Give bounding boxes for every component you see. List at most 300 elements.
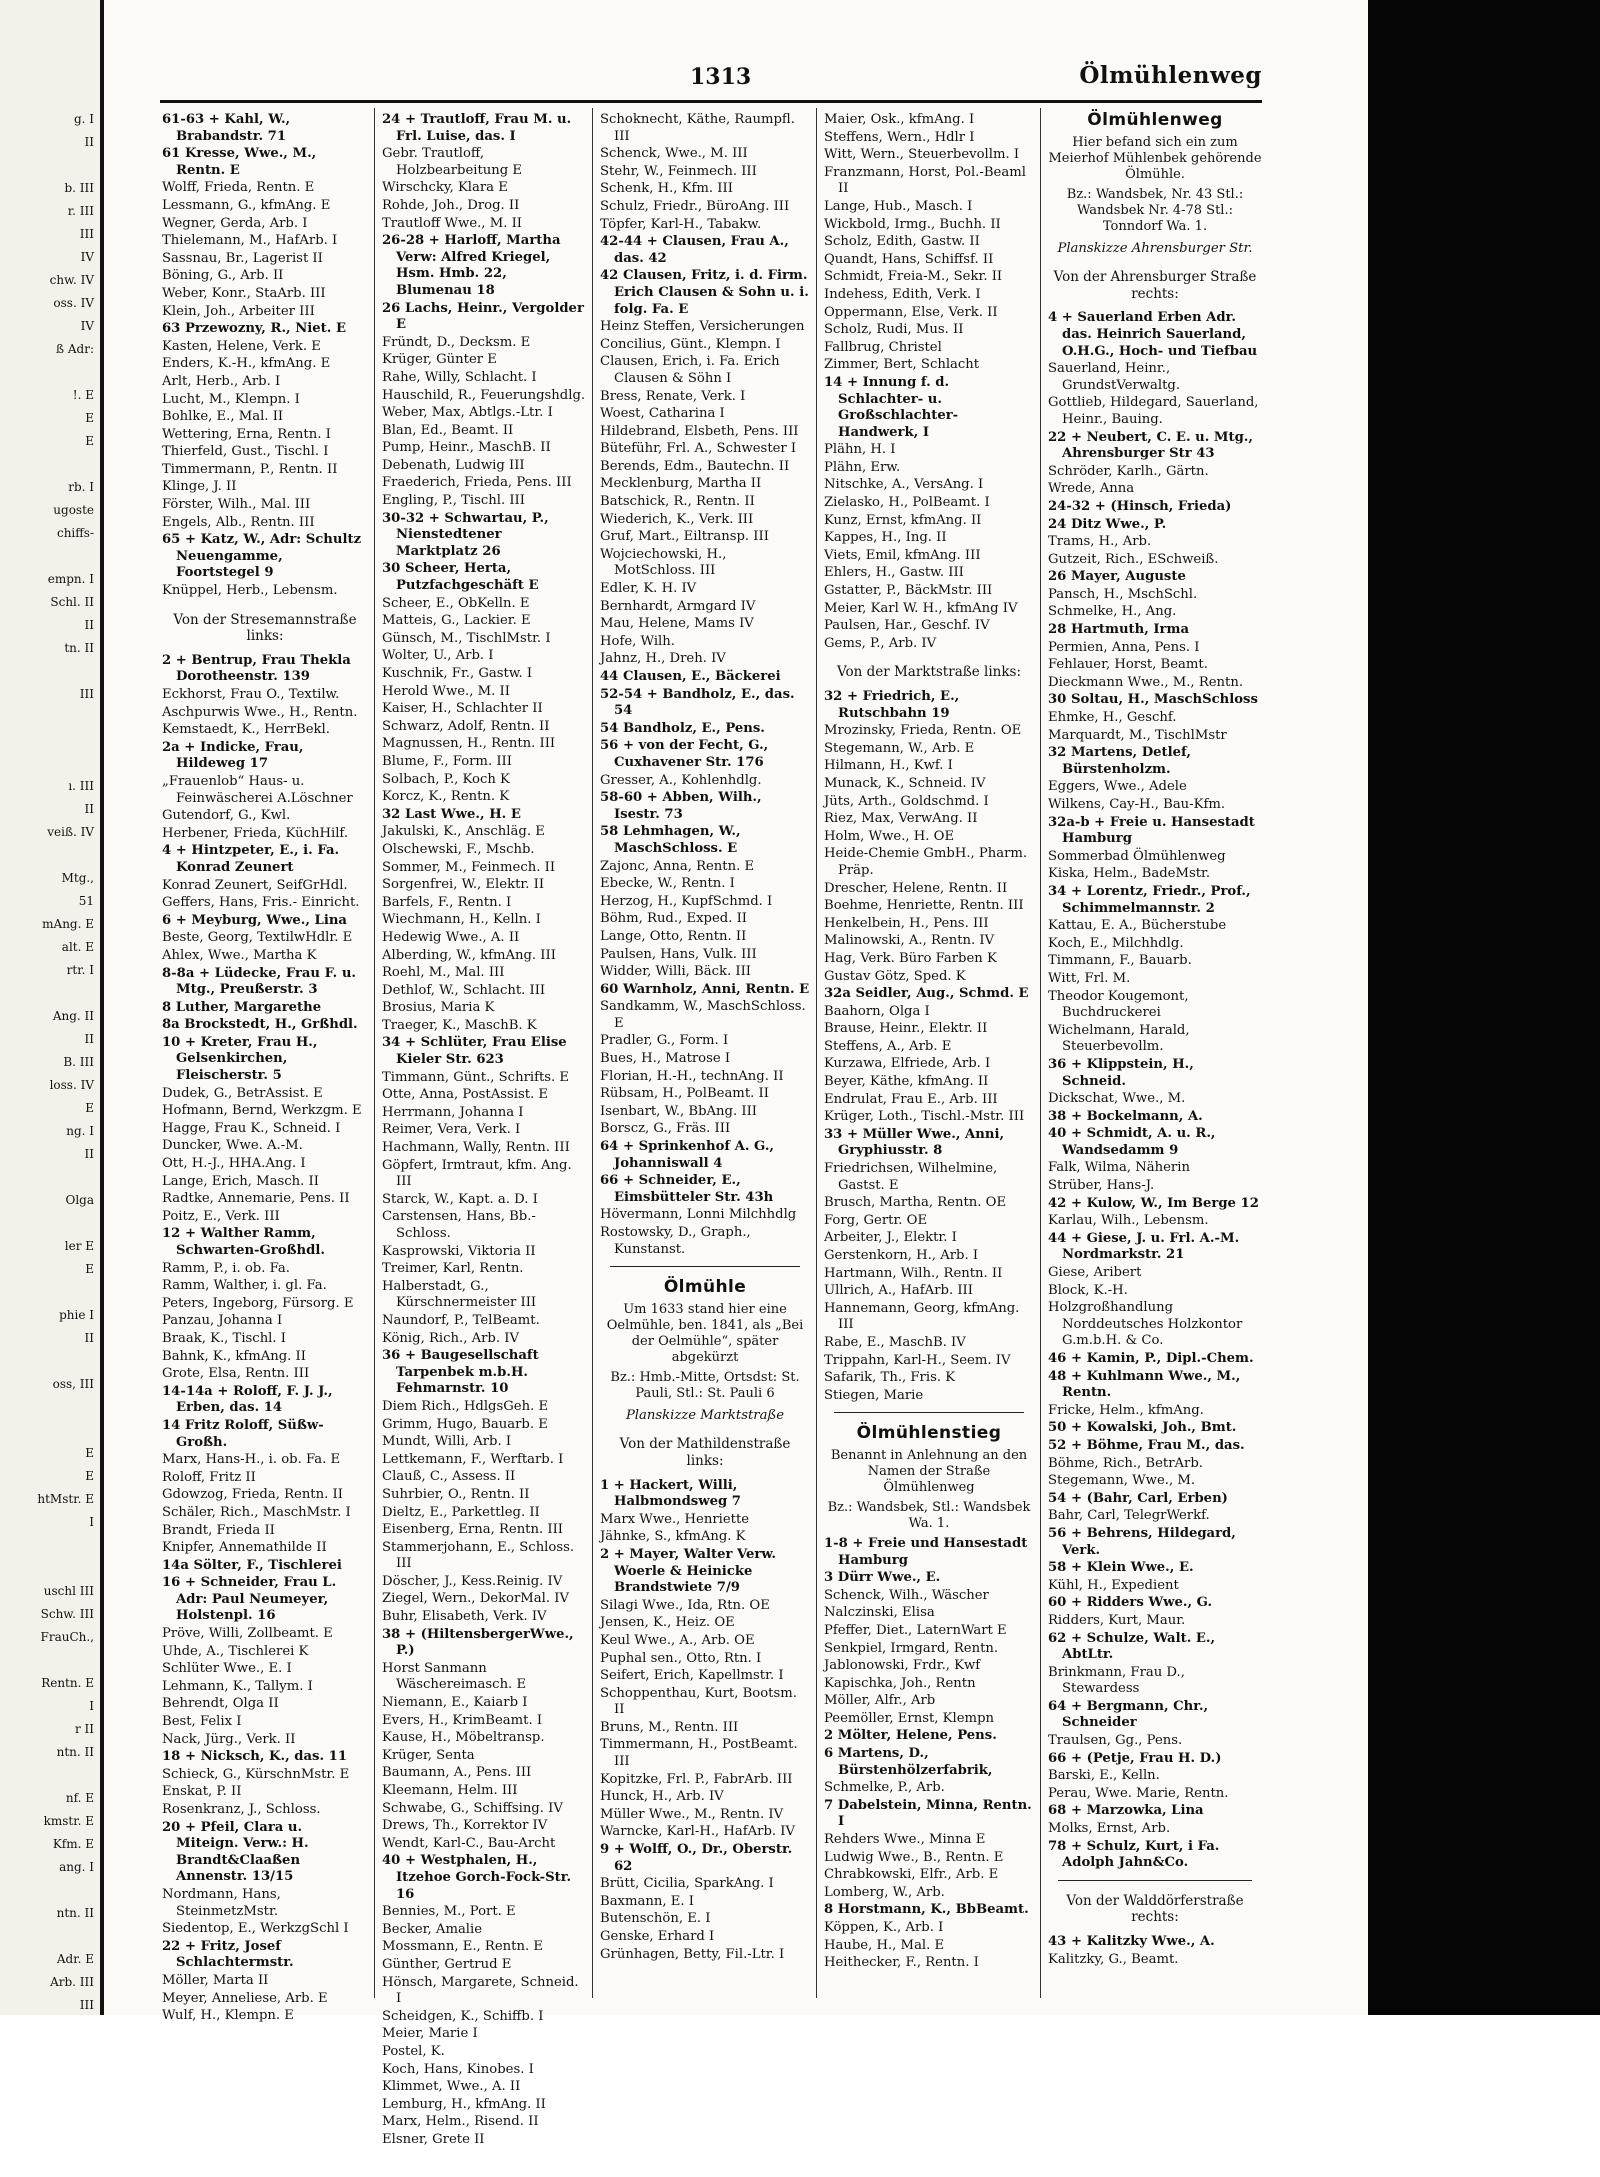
address-entry: Olschewski, F., Mschb. (382, 841, 535, 857)
address-entry: Treimer, Karl, Rentn. (382, 1261, 524, 1277)
fragment-text: I (89, 1515, 94, 1529)
address-entry: Berends, Edm., Bautechn. II (600, 458, 790, 474)
address-entry: Kemstaedt, K., HerrBekl. (162, 722, 330, 738)
fragment-text: E (85, 1446, 94, 1460)
address-entry: Kattau, E. A., Bücherstube (1048, 918, 1227, 934)
entry-list (1048, 1934, 1262, 1968)
address-entry: 12 + Walther Ramm, Schwarten-Großhdl. (162, 1226, 325, 1258)
address-entry: Hannemann, Georg, kfmAng. III (824, 1300, 1020, 1333)
address-entry: Nordmann, Hans, SteinmetzMstr. (162, 1886, 281, 1919)
address-entry: Kause, H., Möbeltransp. (382, 1730, 545, 1746)
address-entry: 32a-b + Freie u. Hansestadt Hamburg (1048, 814, 1255, 847)
address-entry: Boehme, Henriette, Rentn. III (824, 898, 1024, 914)
address-entry: 64 + Sprinkenhof A. G., Johanniswall 4 (600, 1139, 775, 1171)
address-entry: Ebecke, W., Rentn. I (600, 876, 735, 892)
address-entry: Nalczinski, Elisa (824, 1605, 935, 1621)
column-rule (374, 108, 375, 1998)
address-entry: Beyer, Käthe, kfmAng. II (824, 1074, 989, 1090)
entry-list (382, 112, 586, 2148)
fragment-text: Rentn. E (41, 1676, 94, 1690)
address-entry: Jähnke, S., kfmAng. K (600, 1529, 746, 1545)
address-entry: Pradler, G., Form. I (600, 1033, 729, 1049)
address-entry: Böhme, Rich., BetrArb. (1048, 1455, 1203, 1471)
fragment-text (0, 1350, 100, 1373)
address-entry: Gresser, A., Kohlenhdlg. (600, 772, 762, 788)
address-entry: 4 + Hintzpeter, E., i. Fa. Konrad Zeunert (162, 843, 340, 875)
previous-page-fragments (0, 0, 100, 2017)
address-entry: Jüts, Arth., Goldschmd. I (824, 793, 989, 809)
address-entry: 52-54 + Bandholz, E., das. 54 (600, 686, 795, 719)
address-entry: Bennies, M., Port. E (382, 1904, 516, 1920)
address-entry: 32 + Friedrich, E., Rutschbahn 19 (824, 689, 960, 721)
address-entry: Sassnau, Br., Lagerist II (162, 250, 323, 266)
address-entry: Hilmann, H., Kwf. I (824, 758, 953, 774)
address-entry: Stegemann, Wwe., M. (1048, 1473, 1196, 1489)
address-entry: Carstensen, Hans, Bb.- Schloss. (382, 1209, 536, 1241)
address-entry: Ramm, P., i. ob. Fa. (162, 1260, 290, 1276)
street-note: Hier befand sich ein zum Meierhof Mühlenbek gehörende Ölmühle. (1048, 134, 1262, 182)
address-entry: Kapischka, Joh., Rentn (824, 1675, 976, 1691)
address-entry: Schmidt, Freia-M., Sekr. II (824, 269, 1003, 285)
address-entry: „Frauenlob“ Haus- u. Feinwäscherei A.Löschner (162, 773, 353, 806)
address-entry: 30 Soltau, H., MaschSchloss (1048, 692, 1258, 708)
fragment-text: I (89, 1699, 94, 1713)
address-entry: Matteis, G., Lackier. E (382, 613, 531, 629)
street-title-oelmuehlenweg: Ölmühlenweg (1087, 110, 1223, 130)
address-entry: Steffens, A., Arb. E (824, 1038, 952, 1054)
address-entry: Bruns, M., Rentn. III (600, 1719, 739, 1735)
address-entry: Brosius, Maria K (382, 1000, 495, 1016)
address-entry: 54 + (Bahr, Carl, Erben) (1048, 1490, 1228, 1506)
address-entry: Heithecker, F., Rentn. I (824, 1955, 979, 1971)
address-entry: Ehlers, H., Gastw. III (824, 565, 964, 581)
address-entry: Hauschild, R., Feuerungshdlg. (382, 387, 586, 403)
address-entry: Schmelke, P., Arb. (824, 1780, 945, 1796)
address-entry: Behrendt, Olga II (162, 1696, 279, 1712)
address-entry: Hofe, Wilh. (600, 633, 675, 649)
address-entry: Timmann, F., Bauarb. (1048, 953, 1192, 969)
address-entry: Schlüter Wwe., E. I (162, 1661, 292, 1677)
address-entry: 61 Kresse, Wwe., M., Rentn. E (162, 146, 317, 178)
address-entry: Ott, H.-J., HHA.Ang. I (162, 1156, 306, 1172)
address-entry: Wickbold, Irmg., Buchh. II (824, 216, 1001, 232)
address-entry: Isenbart, W., BbAng. III (600, 1103, 757, 1119)
entry-list (600, 112, 810, 1258)
address-entry: Elsner, Grete II (382, 2131, 485, 2147)
address-entry: 14 + Innung f. d. Schlachter- u. Großschlachter-Handwerk, I (824, 374, 959, 440)
address-entry: Krüger, Loth., Tischl.-Mstr. III (824, 1109, 1025, 1125)
address-entry: 26 Mayer, Auguste (1048, 569, 1186, 585)
address-entry: Rehders Wwe., Minna E (824, 1832, 986, 1848)
address-entry: 58 + Klein Wwe., E. (1048, 1560, 1194, 1576)
address-entry: 38 + Bockelmann, A. (1048, 1108, 1203, 1124)
address-entry: Hag, Verk. Büro Farben K (824, 950, 997, 966)
address-entry: Lange, Otto, Rentn. II (600, 928, 747, 944)
address-entry: Brandt, Frieda II (162, 1522, 275, 1538)
address-entry: Ludwig Wwe., B., Rentn. E (824, 1849, 1004, 1865)
address-entry: 33 + Müller Wwe., Anni, Gryphiusstr. 8 (824, 1126, 1005, 1159)
address-entry: Engling, P., Tischl. III (382, 493, 525, 509)
address-entry: Schoppenthau, Kurt, Bootsm. II (600, 1685, 797, 1718)
address-entry: Mrozinsky, Frieda, Rentn. OE (824, 723, 1022, 739)
fragment-text (0, 1166, 100, 1189)
address-entry: Genske, Erhard I (600, 1929, 715, 1944)
address-entry: Koch, E., Milchhdlg. (1048, 935, 1184, 951)
address-entry: Halberstadt, G., Kürschnermeister III (382, 1278, 537, 1311)
fragment-text (0, 1212, 100, 1235)
address-entry: 68 + Marzowka, Lina (1048, 1803, 1204, 1819)
address-entry: Traulsen, Gg., Pens. (1048, 1733, 1183, 1749)
address-entry: 58-60 + Abben, Wilh., Isestr. 73 (600, 790, 762, 822)
address-entry: Sandkamm, W., MaschSchloss. E (600, 999, 806, 1031)
address-entry: Rohde, Joh., Drog. II (382, 197, 520, 213)
fragment-text (0, 545, 100, 568)
address-entry: Meier, Marie I (382, 2026, 478, 2042)
address-entry: Horst Sanmann Wäschereimasch. E (382, 1660, 527, 1693)
column-1 (162, 112, 368, 2024)
address-entry: Lehmann, K., Tallym. I (162, 1678, 313, 1694)
address-entry: 38 + (HiltensbergerWwe., P.) (382, 1626, 574, 1659)
address-entry: Jablonowski, Frdr., Kwf (824, 1658, 981, 1674)
address-entry: Gustav Götz, Sped. K (824, 968, 966, 984)
address-entry: Holm, Wwe., H. OE (824, 828, 955, 844)
fragment-text: chiffs- (56, 526, 94, 540)
address-entry: Krüger, Senta (382, 1747, 475, 1763)
address-entry: Fallbrug, Christel (824, 339, 942, 355)
address-entry: Töpfer, Karl-H., Tabakw. (600, 216, 762, 232)
address-entry: Ullrich, A., HafArb. III (824, 1283, 973, 1299)
address-entry: Marquardt, M., TischlMstr (1048, 727, 1227, 743)
address-entry: Plähn, H. I (824, 442, 896, 458)
address-entry: Roloff, Fritz II (162, 1469, 256, 1485)
address-entry: 2a + Indicke, Frau, Hildeweg 17 (162, 739, 304, 772)
address-entry: Ehmke, H., Geschf. (1048, 710, 1177, 726)
address-entry: Grote, Elsa, Rentn. III (162, 1366, 310, 1382)
address-entry: 8 Horstmann, K., BbBeamt. (824, 1902, 1029, 1918)
fragment-text (0, 1925, 100, 1948)
address-entry: 24 + Trautloff, Frau M. u. Frl. Luise, das. I (382, 112, 572, 144)
address-entry: Förster, Wilh., Mal. III (162, 497, 311, 513)
street-title-oelmuehle: Ölmühle (663, 1277, 747, 1298)
address-entry: Friedrichsen, Wilhelmine, Gastst. E (824, 1161, 998, 1193)
address-entry: Braak, K., Tischl. I (162, 1330, 286, 1346)
address-entry: 30-32 + Schwartau, P., Nienstedtener Marktplatz 26 (382, 510, 549, 559)
address-entry: 10 + Kreter, Frau H., Gelsenkirchen, Fleischerstr. 5 (162, 1034, 318, 1084)
fragment-text: htMstr. E (37, 1492, 94, 1506)
address-entry: 18 + Nicksch, K., das. 11 (162, 1749, 347, 1765)
address-entry: 6 + Meyburg, Wwe., Lina (162, 912, 347, 928)
fragment-text: Arb. III (50, 1975, 94, 1989)
address-entry: Clauß, C., Assess. II (382, 1469, 516, 1485)
address-entry: Fehlauer, Horst, Beamt. (1048, 657, 1208, 673)
address-entry: Warncke, Karl-H., HafArb. IV (600, 1824, 796, 1840)
address-entry: Gruf, Mart., Eiltransp. III (600, 529, 769, 545)
address-entry: Stammerjohann, E., Schloss. III (382, 1539, 575, 1572)
address-entry: Gstatter, P., BäckMstr. III (824, 583, 993, 599)
address-entry: Stiegen, Marie (824, 1387, 924, 1403)
address-entry: Hedewig Wwe., A. II (382, 929, 520, 945)
address-entry: Radtke, Annemarie, Pens. II (162, 1191, 350, 1207)
address-entry: Trautloff Wwe., M. II (382, 215, 523, 231)
address-entry: 1-8 + Freie und Hansestadt Hamburg (824, 1535, 1028, 1568)
fragment-text: chw. IV (49, 273, 94, 287)
address-entry: Blan, Ed., Beamt. II (382, 422, 514, 438)
address-entry: Hachmann, Wally, Rentn. III (382, 1140, 570, 1156)
address-entry: Fricke, Helm., kfmAng. (1048, 1402, 1204, 1418)
column-rule (1040, 108, 1041, 1998)
address-entry: Arbeiter, J., Elektr. I (824, 1230, 957, 1246)
address-entry: 32 Martens, Detlef, Bürstenholzm. (1048, 745, 1192, 777)
address-entry: Kleemann, Helm. III (382, 1783, 518, 1798)
address-entry: Trippahn, Karl-H., Seem. IV (824, 1352, 1011, 1368)
address-entry: 34 + Schlüter, Frau Elise Kieler Str. 623 (382, 1035, 567, 1068)
address-entry: Seifert, Erich, Kapellmstr. I (600, 1668, 784, 1684)
address-entry: Fründt, D., Decksm. E (382, 334, 531, 350)
address-entry: 63 Przewozny, R., Niet. E (162, 321, 347, 337)
address-entry: 42 + Kulow, W., Im Berge 12 (1048, 1195, 1259, 1211)
address-entry: 16 + Schneider, Frau L. Adr: Paul Neumeyer, Holstenpl. 16 (162, 1575, 337, 1624)
fragment-text: g. I (73, 112, 94, 126)
address-entry: Borscz, G., Fräs. III (600, 1121, 731, 1137)
direction-heading: Von der Mathildenstraße links: (619, 1436, 791, 1469)
address-entry: Herold Wwe., M. II (382, 683, 510, 699)
address-entry: 40 + Westphalen, H., Itzehoe Gorch-Fock-Str. 16 (382, 1853, 572, 1902)
address-entry: Kopitzke, Frl. P., FabrArb. III (600, 1771, 793, 1787)
address-entry: Mossmann, E., Rentn. E (382, 1939, 543, 1955)
address-entry: Chrabkowski, Elfr., Arb. E (824, 1867, 999, 1883)
address-entry: 26 Lachs, Heinr., Vergolder E (382, 300, 584, 333)
fragment-text: oss, III (52, 1377, 94, 1391)
address-entry: 60 Warnholz, Anni, Rentn. E (600, 981, 810, 997)
binding-rule (100, 0, 104, 2015)
address-entry: Scholz, Edith, Gastw. II (824, 234, 980, 250)
fragment-text (0, 154, 100, 177)
address-entry: Henkelbein, H., Pens. III (824, 915, 989, 931)
fragment-text: E (85, 1262, 94, 1276)
address-entry: Indehess, Edith, Verk. I (824, 286, 981, 302)
fragment-text (0, 1419, 100, 1442)
address-entry: 34 + Lorentz, Friedr., Prof., Schimmelmannstr. 2 (1048, 883, 1251, 916)
address-entry: Reimer, Vera, Verk. I (382, 1122, 521, 1138)
address-entry: Schmelke, H., Ang. (1048, 604, 1177, 620)
fragment-text: ng. I (66, 1124, 94, 1138)
address-entry: Ridders, Kurt, Maur. (1048, 1612, 1186, 1628)
address-entry: Rosenkranz, J., Schloss. (162, 1802, 321, 1817)
address-entry: Traeger, K., MaschB. K (382, 1017, 537, 1033)
address-entry: 26-28 + Harloff, Martha Verw: Alfred Kriegel, Hsm. Hmb. 22, Blumenau 18 (382, 233, 561, 298)
address-entry: Gutzeit, Rich., ESchweiß. (1048, 551, 1219, 567)
column-5 (1048, 112, 1262, 1992)
address-entry: Schenk, H., Kfm. III (600, 181, 733, 197)
address-entry: 65 + Katz, W., Adr: Schultz Neuengamme, Foortstegel 9 (162, 532, 362, 581)
address-entry: Starck, W., Kapt. a. D. I (382, 1191, 538, 1207)
address-entry: 66 + Schneider, E., Eimsbütteler Str. 43h (600, 1173, 774, 1205)
address-entry: Dudek, G., BetrAssist. E (162, 1085, 323, 1101)
address-entry: Panzau, Johanna I (162, 1313, 283, 1329)
address-entry: Gutendorf, G., Kwl. (162, 808, 291, 824)
address-entry: Schieck, G., KürschnMstr. E (162, 1766, 350, 1782)
address-entry: Aschpurwis Wwe., H., Rentn. (162, 704, 358, 720)
address-entry: Bues, H., Matrose I (600, 1051, 731, 1067)
address-entry: 6 Martens, D., Bürstenhölzerfabrik, (824, 1746, 993, 1778)
section-separator (610, 1266, 800, 1267)
address-entry: Giese, Aribert (1048, 1265, 1142, 1281)
address-entry: 56 + Behrens, Hildegard, Verk. (1048, 1525, 1236, 1558)
address-entry: Clausen, Erich, i. Fa. Erich Clausen & Söhn I (600, 354, 780, 386)
address-entry: Oppermann, Else, Verk. II (824, 304, 998, 320)
address-entry: Rahe, Willy, Schlacht. I (382, 369, 537, 385)
address-entry: Postel, K. (382, 2043, 445, 2059)
address-entry: 32a Seidler, Aug., Schmd. E (824, 986, 1029, 1002)
fragment-text (0, 706, 100, 729)
address-entry: Diem Rich., HdlgsGeh. E (382, 1398, 549, 1414)
fragment-text (0, 453, 100, 476)
address-entry: Evers, H., KrimBeamt. I (382, 1712, 543, 1728)
address-entry: Köppen, K., Arb. I (824, 1920, 944, 1935)
fragment-text: uschl III (43, 1584, 94, 1598)
address-entry: Niemann, E., Kaiarb I (382, 1695, 528, 1711)
address-entry: Paulsen, Har., Geschf. IV (824, 618, 990, 634)
fragment-text: nf. E (65, 1791, 94, 1805)
fragment-text: r. III (67, 204, 94, 218)
address-entry: Solbach, P., Koch K (382, 771, 510, 787)
address-entry: Franzmann, Horst, Pol.-Beaml II (824, 164, 1026, 197)
fragment-text: ugoste (53, 503, 94, 517)
address-entry: Hövermann, Lonni Milchhdlg (600, 1207, 797, 1223)
street-note: Benannt in Anlehnung an den Namen der Straße Ölmühlenweg (830, 1447, 1028, 1495)
address-entry: Safarik, Th., Fris. K (824, 1370, 956, 1386)
address-entry: 4 + Sauerland Erben Adr. das. Heinrich Sauerland, O.H.G., Hoch- und Tiefbau (1048, 310, 1258, 359)
address-entry: König, Rich., Arb. IV (382, 1330, 519, 1346)
address-entry: 20 + Pfeil, Clara u. Miteign. Verw.: H. Brandt&Claaßen Annenstr. 13/15 (162, 1819, 309, 1885)
address-entry: Schulz, Friedr., BüroAng. III (600, 198, 790, 214)
address-entry: Fraederich, Frieda, Pens. III (382, 475, 572, 491)
address-entry: Timmann, Günt., Schrifts. E (382, 1069, 570, 1085)
fragment-text: ı. III (68, 779, 94, 793)
address-entry: Knüppel, Herb., Lebensm. (162, 583, 338, 599)
fragment-text: tn. II (64, 641, 94, 655)
address-entry: 61-63 + Kahl, W., Brabandstr. 71 (162, 112, 291, 144)
address-entry: 60 + Ridders Wwe., G. (1048, 1595, 1213, 1611)
address-entry: Sommerbad Ölmühlenweg (1048, 848, 1226, 864)
address-entry: Florian, H.-H., technAng. II (600, 1068, 784, 1084)
address-entry: Edler, K. H. IV (600, 581, 697, 597)
address-entry: Hönsch, Margarete, Schneid. I (382, 1974, 579, 2007)
fragment-text: III (79, 227, 94, 241)
address-entry: Heide-Chemie GmbH., Pharm. Präp. (824, 846, 1028, 878)
address-entry: Perau, Wwe. Marie, Rentn. (1048, 1785, 1229, 1801)
address-entry: Bahnk, K., kfmAng. II (162, 1348, 306, 1364)
address-entry: Silagi Wwe., Ida, Rtn. OE (600, 1597, 770, 1613)
address-entry: Uhde, A., Tischlerei K (162, 1643, 309, 1659)
address-entry: Zajonc, Anna, Rentn. E (600, 858, 755, 874)
address-entry: Scheer, E., ObKelln. E (382, 595, 530, 611)
address-entry: 8-8a + Lüdecke, Frau F. u. Mtg., Preußerstr. 3 (162, 965, 357, 998)
entry-list (1048, 310, 1262, 1871)
fragment-text: II (84, 618, 94, 632)
address-entry: Munack, K., Schneid. IV (824, 775, 986, 791)
fragment-text (0, 1281, 100, 1304)
address-entry: Herzog, H., KupfSchmd. I (600, 893, 773, 909)
address-entry: Paulsen, Hans, Vulk. III (600, 946, 757, 962)
address-entry: 2 Mölter, Helene, Pens. (824, 1728, 997, 1744)
address-entry: Otte, Anna, PostAssist. E (382, 1087, 549, 1103)
address-entry: Enders, K.-H., kfmAng. E (162, 356, 331, 372)
address-entry: 56 + von der Fecht, G., Cuxhavener Str. 176 (600, 738, 769, 770)
address-entry: Nitschke, A., VersAng. I (824, 477, 984, 493)
column-rule (592, 108, 593, 1998)
address-entry: Strüber, Hans-J. (1048, 1178, 1155, 1194)
address-entry: 1 + Hackert, Willi, Halbmondsweg 7 (600, 1477, 741, 1510)
address-entry: Kuschnik, Fr., Gastw. I (382, 666, 533, 681)
address-entry: Arlt, Herb., Arb. I (162, 373, 281, 389)
address-entry: Schwarz, Adolf, Rentn. II (382, 718, 550, 734)
address-entry: Poitz, E., Verk. III (162, 1208, 280, 1224)
fragment-text: phie I (59, 1308, 94, 1322)
address-entry: Kalitzky, G., Beamt. (1048, 1951, 1179, 1967)
address-entry: Gebr. Trautloff, Holzbearbeitung E (382, 146, 523, 178)
address-entry: Magnussen, H., Rentn. III (382, 736, 556, 752)
address-entry: Woest, Catharina I (600, 406, 725, 422)
address-entry: Stehr, W., Feinmech. III (600, 163, 757, 179)
address-entry: Alberding, W., kfmAng. III (382, 947, 556, 963)
address-entry: Haube, H., Mal. E (824, 1937, 945, 1953)
address-entry: Grimm, Hugo, Bauarb. E (382, 1416, 548, 1432)
address-entry: Suhrbier, O., Rentn. II (382, 1486, 530, 1502)
fragment-text: III (79, 1998, 94, 2012)
address-entry: Wettering, Erna, Rentn. I (162, 426, 331, 442)
address-entry: Mau, Helene, Mams IV (600, 616, 754, 632)
fragment-text: r II (74, 1722, 94, 1736)
fragment-text: Mtg., (61, 871, 94, 885)
address-entry: Timmermann, H., PostBeamt. III (600, 1737, 798, 1770)
address-entry: 2 + Bentrup, Frau Thekla Dorotheenstr. 139 (162, 652, 351, 685)
address-entry: Hunck, H., Arb. IV (600, 1789, 724, 1805)
address-entry: Riez, Max, VerwAng. II (824, 811, 978, 827)
fragment-text (0, 729, 100, 752)
address-entry: Wichelmann, Harald, Steuerbevollm. (1048, 1022, 1190, 1055)
address-entry: 22 + Neubert, C. E. u. Mtg., Ahrensburger Str 43 (1048, 429, 1253, 462)
address-entry: Böhm, Rud., Exped. II (600, 911, 748, 927)
address-entry: Siedentop, E., WerkzgSchl I (162, 1921, 349, 1937)
column-4 (824, 112, 1034, 1992)
address-entry: Maier, Osk., kfmAng. I (824, 112, 975, 127)
address-entry: Wegner, Gerda, Arb. I (162, 215, 308, 231)
address-entry: Rabe, E., MaschB. IV (824, 1334, 966, 1350)
address-entry: Brütt, Cicilia, SparkAng. I (600, 1876, 774, 1892)
address-entry: Baahorn, Olga I (824, 1003, 930, 1019)
address-entry: 8a Brockstedt, H., Grßhdl. (162, 1017, 358, 1033)
address-entry: Peters, Ingeborg, Fürsorg. E (162, 1295, 354, 1311)
address-entry: Dethlof, W., Schlacht. III (382, 982, 546, 998)
entry-list (824, 1536, 1034, 1972)
address-entry: Pansch, H., MschSchl. (1048, 586, 1198, 602)
address-entry: Enskat, P. II (162, 1784, 242, 1800)
address-entry: 22 + Fritz, Josef Schlachtermstr. (162, 1938, 294, 1971)
address-entry: Klimmet, Wwe., A. II (382, 2079, 521, 2095)
fragment-text: Schl. II (50, 595, 94, 609)
address-entry: Lomberg, W., Arb. (824, 1884, 945, 1900)
address-entry: Concilius, Günt., Klempn. I (600, 336, 781, 352)
address-entry: Sommer, M., Feinmech. II (382, 859, 556, 875)
address-entry: Böning, G., Arb. II (162, 268, 284, 284)
street-title-oelmuehlenstieg: Ölmühlenstieg (856, 1423, 1002, 1444)
address-entry: Rostowsky, D., Graph., Kunstanst. (600, 1225, 751, 1257)
address-entry: Bohlke, E., Mal. II (162, 409, 284, 425)
address-entry: Debenath, Ludwig III (382, 457, 525, 473)
street-note: Um 1633 stand hier eine Oelmühle, ben. 1841, als „Bei der Oelmühle“, später abgekürzt (606, 1301, 804, 1365)
fragment-text: veiß. IV (47, 825, 94, 839)
